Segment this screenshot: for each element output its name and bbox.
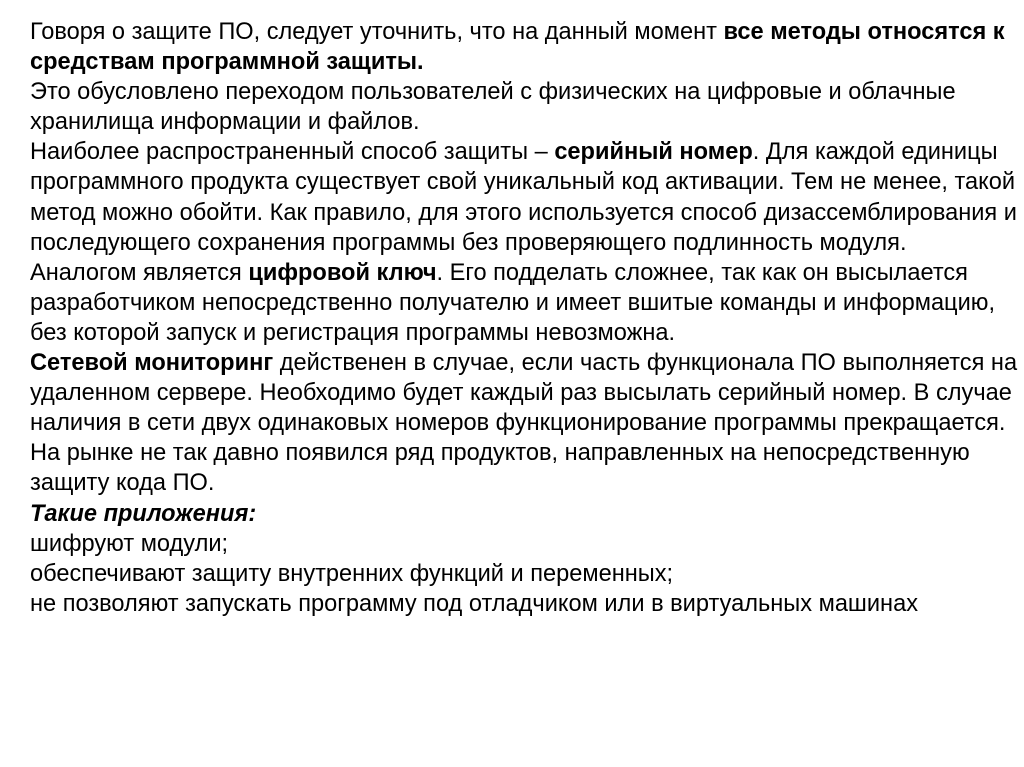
digital-key-term: цифровой ключ — [248, 259, 437, 286]
list-item-text: шифруют модули; — [30, 530, 229, 557]
paragraph-digital-key — [30, 258, 1020, 348]
paragraph-such-applications-heading — [30, 499, 1020, 529]
paragraph-serial-number — [30, 137, 1020, 257]
list-item-text: не позволяют запускать программу под отладчиком или в виртуальных машинах — [30, 590, 918, 617]
list-item-encrypt-modules — [30, 529, 1020, 559]
list-item-protect-functions — [30, 559, 1020, 589]
serial-number-term: серийный номер — [554, 139, 753, 166]
slide-text-block — [30, 17, 1020, 619]
paragraph-po-protection-intro — [30, 17, 1020, 77]
serial-description-text: . Для каждой единицы программного продукта существует свой уникальный код активации. Тем не менее, такой метод можно обойти. Как правило, для этого используется способ дизассемблирования и последующего сохранения программы без проверяющего подлинность модуля. — [30, 139, 1017, 256]
paragraph-reason — [30, 77, 1020, 137]
digital-key-description-text: . Его подделать сложнее, так как он высылается разработчиком непосредственно получателю и имеет вшитые команды и информацию, без которой запуск и регистрация программы невозможна. — [30, 259, 996, 346]
list-item-no-debugger — [30, 589, 1020, 619]
network-monitoring-description-text: действенен в случае, если часть функционала ПО выполняется на удаленном сервере. Необходимо будет каждый раз высылать серийный номер. В случае наличия в сети двух одинаковых номеров функционирование программы прекращается. На рынке не так давно появился ряд продуктов, направленных на непосредственную защиту кода ПО. — [30, 350, 1018, 497]
reason-text: Это обусловлено переходом пользователей с физических на цифровые и облачные хранилища информации и файлов. — [30, 79, 956, 136]
digital-key-intro-text: Аналогом является — [30, 259, 249, 286]
intro-bold-text: все методы относятся к средствам программной защиты. — [30, 19, 1005, 76]
such-applications-heading: Такие приложения: — [30, 500, 257, 527]
intro-text: Говоря о защите ПО, следует уточнить, что на данный момент — [30, 19, 724, 45]
list-item-text: обеспечивают защиту внутренних функций и переменных; — [30, 560, 674, 587]
paragraph-network-monitoring — [30, 348, 1020, 498]
serial-intro-text: Наиболее распространенный способ защиты – — [30, 139, 555, 166]
network-monitoring-term: Сетевой мониторинг — [30, 350, 274, 377]
